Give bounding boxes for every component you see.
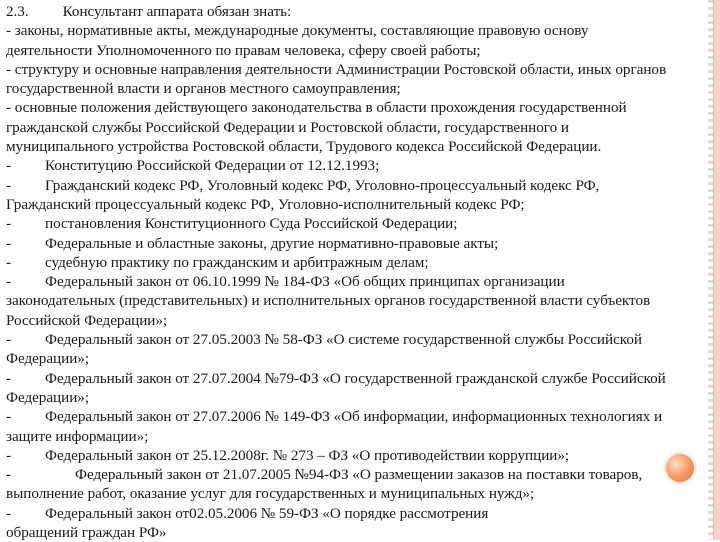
document-body xyxy=(6,2,710,542)
text-run: - xyxy=(6,446,12,464)
text-run: - xyxy=(6,273,12,291)
document-line xyxy=(6,60,710,79)
text-run: - основные положения действующего законодательства в области прохождения государственной xyxy=(6,99,627,117)
text-run: - xyxy=(6,466,12,484)
document-line xyxy=(6,137,710,156)
document-line xyxy=(6,446,710,465)
text-run: муниципального устройства Ростовской области, Трудового кодекса Российской Федерации. xyxy=(6,138,602,156)
text-run: - структуру и основные направления деятельности Администрации Ростовской области, иных органов xyxy=(6,60,667,78)
text-run: постановления Конституционного Суда Российской Федерации; xyxy=(45,215,458,233)
document-line xyxy=(6,176,710,195)
text-run: государственной власти и органов местного самоуправления; xyxy=(6,80,401,98)
text-run: - xyxy=(6,253,12,271)
document-line xyxy=(6,253,710,272)
text-run: - xyxy=(6,215,12,233)
text-run: Федерации»; xyxy=(6,350,89,368)
document-line xyxy=(6,118,710,137)
text-run: Федеральный закон от 27.05.2003 № 58-ФЗ «О системе государственной службы Российской xyxy=(45,331,642,349)
document-line xyxy=(6,484,710,503)
text-run: - xyxy=(6,331,12,349)
text-run: 2.3. xyxy=(6,3,29,20)
document-line xyxy=(6,465,710,484)
text-run: выполнение работ, оказание услуг для государственных и муниципальных нужд»; xyxy=(6,485,535,503)
text-run: Федеральный закон от02.05.2006 № 59-ФЗ «О порядке рассмотрения xyxy=(45,504,489,522)
document-line xyxy=(6,234,710,253)
document-line xyxy=(6,504,710,523)
text-run: - xyxy=(6,408,12,426)
document-line xyxy=(6,523,710,542)
text-run: - xyxy=(6,157,12,175)
text-run: законодательных (представительных) и исполнительных органов государственной власти субъектов xyxy=(6,292,651,310)
text-run: гражданской службы Российской Федерации и Ростовской области, государственного и xyxy=(6,118,569,136)
text-run: Федеральный закон от 06.10.1999 № 184-ФЗ «Об общих принципах организации xyxy=(45,273,565,291)
text-run: Гражданский процессуальный кодекс РФ, Уголовно-исполнительный кодекс РФ; xyxy=(6,195,525,213)
document-line xyxy=(6,195,710,214)
text-run: деятельности Уполномоченного по правам человека, сферу своей работы; xyxy=(6,41,481,59)
document-line xyxy=(6,272,710,291)
text-run: защите информации»; xyxy=(6,427,149,445)
document-line xyxy=(6,214,710,233)
text-run: - xyxy=(6,234,12,252)
document-line xyxy=(6,79,710,98)
text-run: Гражданский кодекс РФ, Уголовный кодекс РФ, Уголовно-процессуальный кодекс РФ, xyxy=(45,176,600,194)
document-line xyxy=(6,2,710,21)
document-line xyxy=(6,349,710,368)
text-run: - xyxy=(6,369,12,387)
document-line xyxy=(6,330,710,349)
document-line xyxy=(6,427,710,446)
text-run: - законы, нормативные акты, международные документы, составляющие правовую основу xyxy=(6,22,589,40)
text-run: Федеральный закон от 21.07.2005 №94-ФЗ «О размещении заказов на поставки товаров, xyxy=(75,466,643,484)
document-line xyxy=(6,291,710,310)
document-line xyxy=(6,21,710,40)
document-line xyxy=(6,311,710,330)
text-run: судебную практику по гражданским и арбитражным делам; xyxy=(45,253,429,271)
text-run: Федеральные и областные законы, другие нормативно-правовые акты; xyxy=(45,234,499,252)
document-line xyxy=(6,98,710,117)
text-run: Федеральный закон от 27.07.2006 № 149-ФЗ «Об информации, информационных технологиях и xyxy=(45,408,663,426)
text-run: Конституцию Российской Федерации от 12.12.1993; xyxy=(45,157,380,175)
text-run: Консультант аппарата обязан знать: xyxy=(62,3,292,20)
decorative-orb-icon xyxy=(666,454,694,482)
text-run: Российской Федерации»; xyxy=(6,311,168,329)
text-run: обращений граждан РФ» xyxy=(6,524,167,542)
document-line xyxy=(6,369,710,388)
text-run: - xyxy=(6,176,12,194)
document-line xyxy=(6,156,710,175)
text-run: Федеральный закон от 25.12.2008г. № 273 – ФЗ «О противодействии коррупции»; xyxy=(45,446,570,464)
text-run: - xyxy=(6,504,12,522)
right-border-frame xyxy=(713,0,720,540)
text-run: Федеральный закон от 27.07.2004 №79-ФЗ «О государственной гражданской службе Российской xyxy=(45,369,666,387)
document-line xyxy=(6,41,710,60)
text-run: Федерации»; xyxy=(6,388,89,406)
document-line xyxy=(6,407,710,426)
document-line xyxy=(6,388,710,407)
